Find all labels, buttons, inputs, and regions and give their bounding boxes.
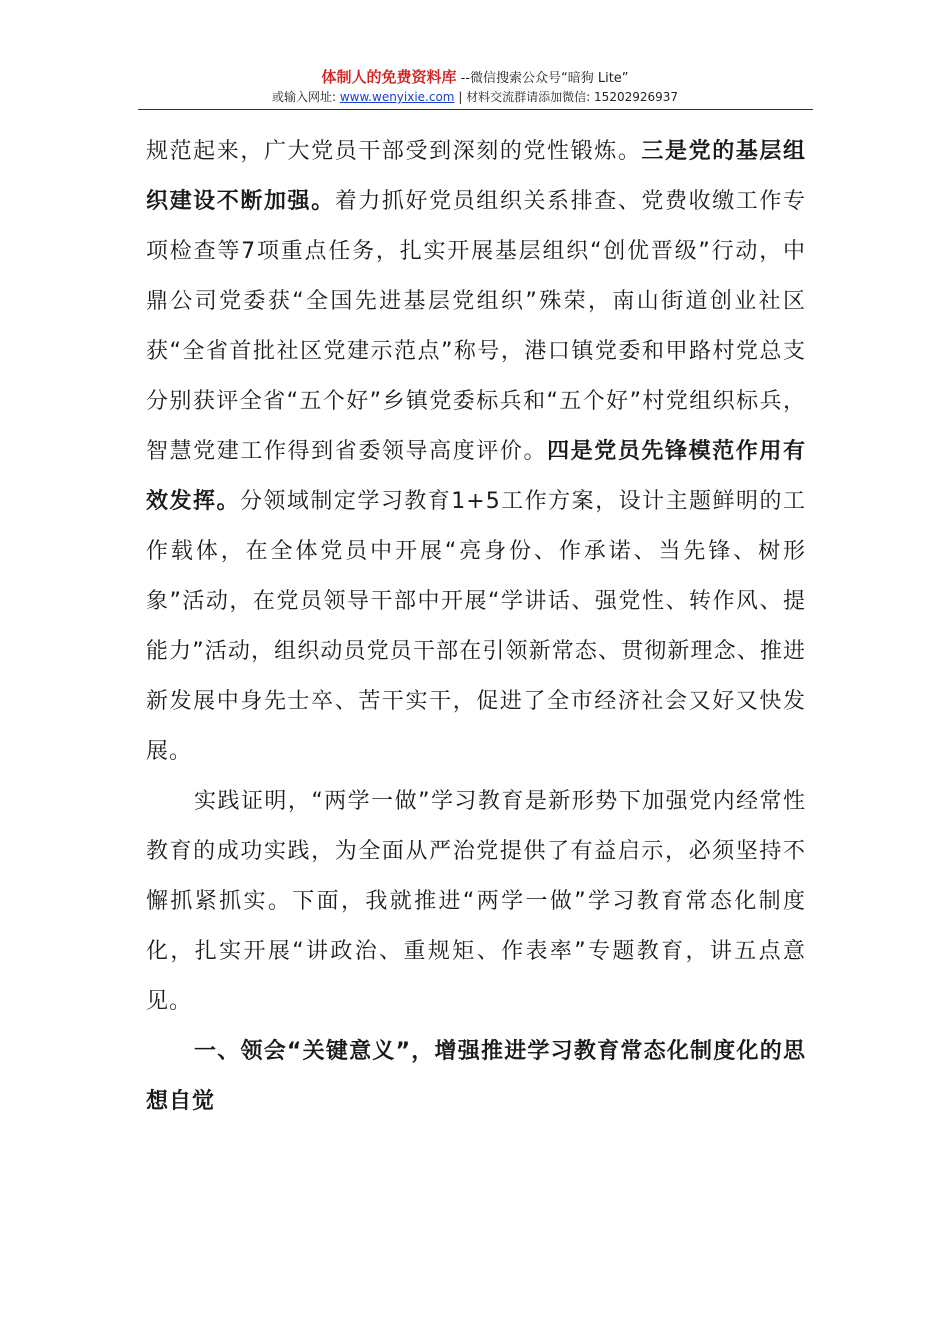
header-url-prefix: 或输入网址:: [271, 90, 337, 104]
p1-text-a: 规范起来，广大党员干部受到深刻的党性锻炼。: [146, 139, 642, 164]
paragraph-1: [146, 127, 806, 777]
paragraph-2: 实践证明，“两学一做”学习教育是新形势下加强党内经常性教育的成功实践，为全面从严治党提供了有益启示，必须坚持不懈抓紧抓实。下面，我就推进“两学一做”学习教育常态化制度化，扎实开展“讲政治、重规矩、作表率”专题教育，讲五点意见。: [146, 789, 807, 1014]
header-divider: [138, 109, 813, 110]
page-header: [0, 68, 950, 106]
p1-text-e: 分领域制定学习教育1+5工作方案，设计主题鲜明的工作载体，在全体党员中开展“亮身份、作承诺、当先锋、树形象”活动，在党员领导干部中开展“学讲话、强党性、转作风、提能力”活动，组织动员党员干部在引领新常态、贯彻新理念、推进新发展中身先士卒、苦干实干，促进了全市经济社会又好又快发展。: [146, 489, 806, 764]
header-website-link[interactable]: www.wenyixie.com: [339, 90, 455, 104]
header-tagline: --微信搜索公众号“暗狗 Lite”: [460, 71, 629, 86]
header-brand: 体制人的免费资料库: [321, 68, 457, 86]
document-body: [146, 127, 806, 1127]
section-heading-1: 一、领会“关键意义”，增强推进学习教育常态化制度化的思想自觉: [146, 1039, 806, 1114]
p1-bold-fourth-point: 四是党员先锋模范作用有效发挥。: [146, 439, 806, 514]
header-contact: | 材料交流群请添加微信: 15202926937: [458, 90, 679, 104]
header-title-line: [0, 68, 950, 88]
p1-bold-third-point: 三是党的基层组织建设不断加强。: [146, 139, 806, 214]
p1-text-c: 着力抓好党员组织关系排查、党费收缴工作专项检查等7项重点任务，扎实开展基层组织“创优晋级”行动，中鼎公司党委获“全国先进基层党组织”殊荣，南山街道创业社区获“全省首批社区党建示范点”称号，港口镇党委和甲路村党总支分别获评全省“五个好”乡镇党委标兵和“五个好”村党组织标兵，智慧党建工作得到省委领导高度评价。: [146, 189, 806, 464]
header-contact-line: [0, 88, 950, 106]
